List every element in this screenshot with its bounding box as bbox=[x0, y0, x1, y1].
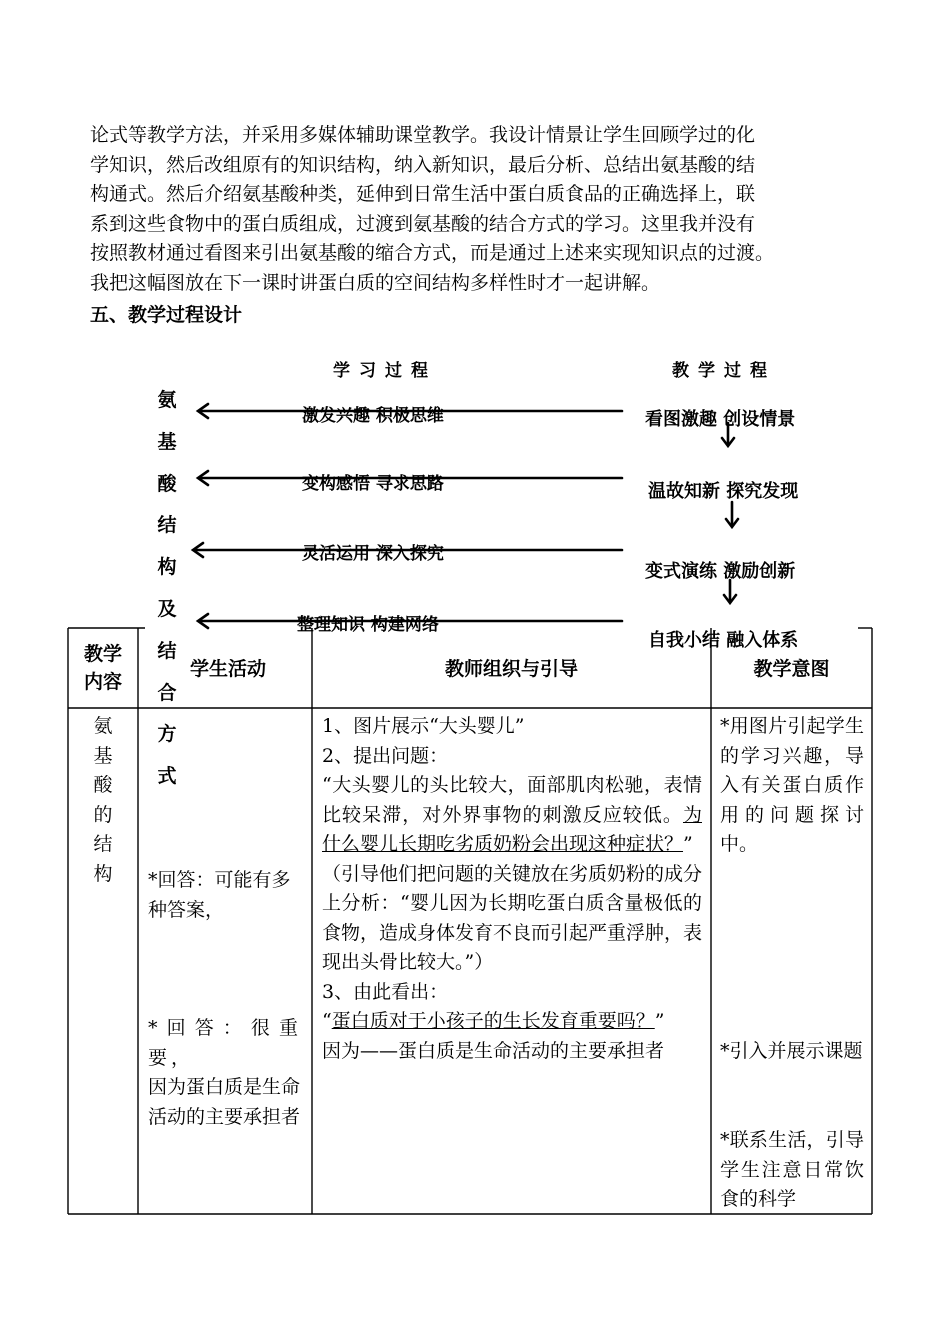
intro-line: 论式等教学方法，并采用多媒体辅助课堂教学。我设计情景让学生回顾学过的化 bbox=[90, 124, 756, 146]
teaching-process-header: 教学过程 bbox=[672, 361, 776, 381]
intro-line: 系到这些食物中的蛋白质组成，过渡到氨基酸的结合方式的学习。这里我并没有 bbox=[90, 212, 756, 235]
vertical-char: 酸 bbox=[157, 472, 177, 495]
content-char: 结 bbox=[93, 833, 113, 855]
header-content: 教学 内容 bbox=[83, 643, 122, 693]
vertical-char: 结 bbox=[157, 514, 177, 537]
header-teacher: 教师组织与引导 bbox=[444, 658, 578, 680]
vertical-char: 及 bbox=[157, 597, 177, 620]
q2-open: “ bbox=[322, 1010, 332, 1032]
cell-intent-3: *联系生活，引导学生注意日常饮食的科学 bbox=[720, 1129, 864, 1210]
q2-underlined: 蛋白质对于小孩子的生长发育重要吗？ bbox=[331, 1010, 655, 1032]
teacher-question-close: ” bbox=[683, 833, 693, 855]
teacher-conclusion: 因为——蛋白质是生命活动的主要承担者 bbox=[322, 1039, 665, 1062]
intro-line: 我把这幅图放在下一课时讲蛋白质的空间结构多样性时才一起讲解。 bbox=[90, 271, 661, 294]
vertical-char: 合 bbox=[157, 681, 177, 704]
intro-line: 构通式。然后介绍氨基酸种类，延伸到日常生活中蛋白质食品的正确选择上，联 bbox=[90, 183, 756, 205]
cell-intent-1: *用图片引起学生的学习兴趣，导入有关蛋白质作用的问题探讨中。 bbox=[720, 715, 864, 855]
teaching-step-4: 自我小结 融入体系 bbox=[648, 630, 799, 651]
learning-step-2: 变构感悟 寻求思路 bbox=[302, 474, 444, 494]
header-intent: 教学意图 bbox=[753, 658, 830, 680]
learning-step-3: 灵活运用 深入探究 bbox=[302, 544, 444, 564]
teaching-step-1: 看图激趣 创设情景 bbox=[645, 409, 796, 430]
teacher-question-text: “大头婴儿的头比较大，面部肌肉松驰，表情比较呆滞，对外界事物的刺激反应较低。 bbox=[322, 774, 702, 826]
learning-process-header: 学习过程 bbox=[333, 361, 437, 381]
section-heading: 五、教学过程设计 bbox=[90, 304, 243, 326]
learning-step-1: 激发兴趣 积极思维 bbox=[302, 406, 444, 426]
teaching-step-3: 变式演练 激励创新 bbox=[645, 561, 796, 582]
vertical-char: 结 bbox=[157, 639, 177, 662]
content-char: 的 bbox=[93, 803, 113, 826]
intro-line: 学知识，然后改组原有的知识结构，纳入新知识，最后分析、总结出氨基酸的结 bbox=[90, 153, 756, 176]
teacher-step-1: 1、图片展示“大头婴儿” bbox=[322, 715, 525, 737]
vertical-char: 式 bbox=[157, 765, 177, 788]
cell-student-1: *回答：可能有多种答案， bbox=[148, 869, 291, 921]
content-char: 氨 bbox=[93, 715, 113, 737]
vertical-char: 氨 bbox=[157, 389, 177, 411]
header-student: 学生活动 bbox=[189, 658, 266, 680]
teacher-guidance: （引导他们把问题的关键放在劣质奶粉的成分上分析：“婴儿因为长期吃蛋白质含量极低的食物，造成身体发育不良而引起严重浮肿，表现出头骨比较大。”） bbox=[322, 862, 703, 973]
cell-intent-2: *引入并展示课题 bbox=[720, 1040, 863, 1062]
vertical-char: 基 bbox=[157, 430, 177, 453]
content-char: 基 bbox=[93, 744, 113, 767]
student-reason: 因为蛋白质是生命活动的主要承担者 bbox=[148, 1076, 301, 1128]
intro-line: 按照教材通过看图来引出氨基酸的缩合方式，而是通过上述来实现知识点的过渡。 bbox=[90, 242, 775, 264]
content-char: 酸 bbox=[93, 774, 113, 796]
learning-step-4: 整理知识 构建网络 bbox=[297, 615, 439, 635]
teaching-step-2: 温故知新 探究发现 bbox=[648, 481, 799, 502]
content-char: 构 bbox=[93, 862, 113, 885]
teacher-question-underlined: 为什么婴儿长期吃劣质奶粉会出现这种症状？ bbox=[322, 803, 702, 855]
teacher-step-2: 2、提出问题： bbox=[322, 744, 449, 767]
vertical-char: 方 bbox=[157, 723, 177, 746]
q2-close: ” bbox=[654, 1010, 665, 1032]
vertical-char: 构 bbox=[157, 556, 177, 579]
teacher-step-3: 3、由此看出： bbox=[322, 980, 449, 1003]
student-answer: *回答：很重要， bbox=[148, 1017, 302, 1069]
